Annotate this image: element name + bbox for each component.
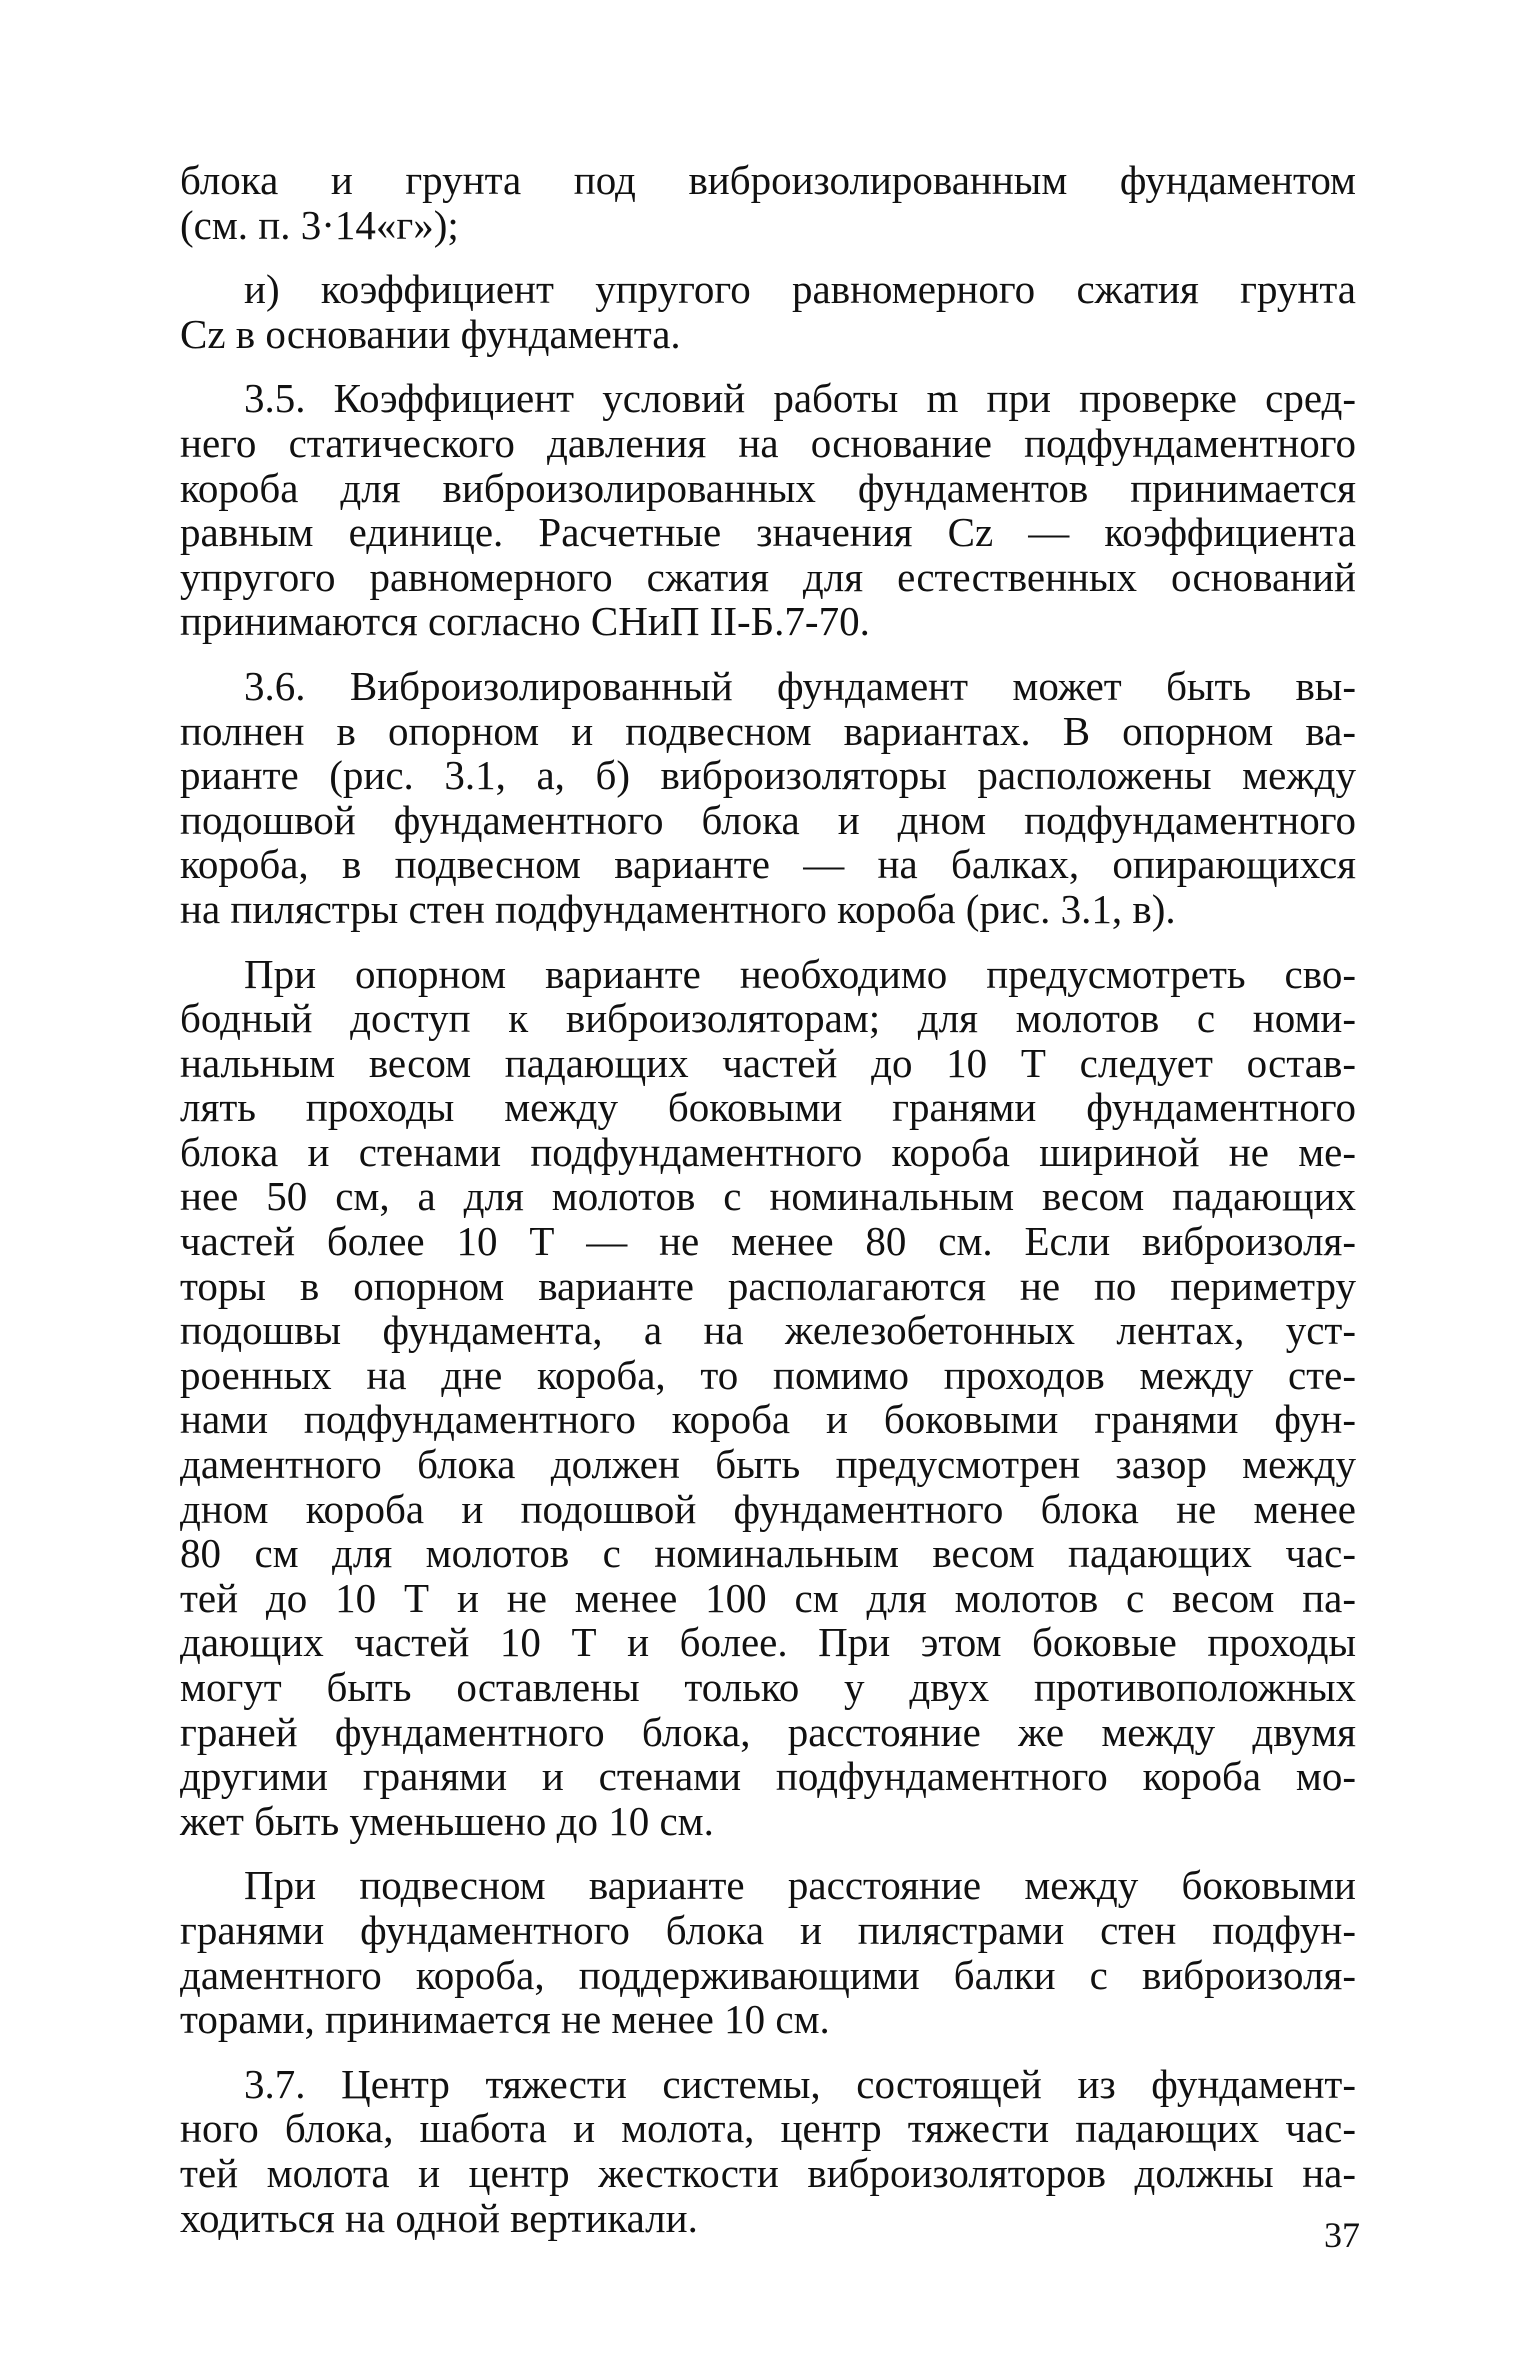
text-line: короба для виброизолированных фундаментов принимается — [180, 464, 1356, 511]
text-line: могут быть оставлены только у двух противоположных — [180, 1664, 1356, 1710]
paragraph-3-5 — [180, 376, 1356, 644]
text-line: частей более 10 Т — не менее 80 см. Если виброизоля- — [180, 1218, 1356, 1265]
text-line: 80 см для молотов с номинальным весом падающих час- — [180, 1530, 1356, 1577]
text-line: блока и стенами подфундаментного короба шириной не ме- — [180, 1128, 1356, 1175]
text-line: принимаются согласно СНиП II-Б.7-70. — [180, 598, 870, 645]
text-line: упругого равномерного сжатия для естественных оснований — [180, 553, 1356, 600]
text-line: При подвесном варианте расстояние между боковыми — [244, 1862, 1356, 1909]
text-line: равным единице. Расчетные значения Cz — коэффициента — [180, 509, 1356, 556]
text-line: дающих частей 10 Т и более. При этом боковые проходы — [180, 1619, 1356, 1666]
text-line: (см. п. 3·14«г»); — [180, 201, 459, 248]
text-line: дном короба и подошвой фундаментного блока не менее — [180, 1485, 1356, 1532]
text-line: нами подфундаментного короба и боковыми гранями фун- — [180, 1396, 1356, 1443]
paragraph-item-i — [180, 267, 1356, 356]
text-line: 3.7. Центр тяжести системы, состоящей из фундамент- — [244, 2060, 1356, 2107]
text-line: короба, в подвесном варианте — на балках, опирающихся — [180, 841, 1356, 888]
text-line: При опорном варианте необходимо предусмотреть сво- — [244, 950, 1356, 997]
text-line: даментного блока должен быть предусмотрен зазор между — [180, 1441, 1356, 1488]
text-line: тей до 10 Т и не менее 100 см для молотов с весом па- — [180, 1574, 1356, 1621]
paragraph-3-6 — [180, 664, 1356, 932]
text-line: и) коэффициент упругого равномерного сжатия грунта — [244, 266, 1356, 313]
page-number: 37 — [1324, 2215, 1360, 2255]
paragraph-continued — [180, 158, 1356, 247]
text-line: ходиться на одной вертикали. — [180, 2194, 698, 2241]
text-line: лять проходы между боковыми гранями фундаментного — [180, 1084, 1356, 1131]
text-line: другими гранями и стенами подфундаментного короба мо- — [180, 1753, 1356, 1800]
text-line: Cz в основании фундамента. — [180, 310, 681, 357]
text-line: нее 50 см, а для молотов с номинальным весом падающих — [180, 1173, 1356, 1220]
text-line: бодный доступ к виброизоляторам; для молотов с номи- — [180, 995, 1356, 1042]
text-line: ного блока, шабота и молота, центр тяжести падающих час- — [180, 2105, 1356, 2152]
paragraph-3-7 — [180, 2062, 1356, 2240]
page-text — [180, 158, 1356, 2240]
text-line: подошвы фундамента, а на железобетонных лентах, уст- — [180, 1307, 1356, 1354]
text-line: нальным весом падающих частей до 10 Т следует остав- — [180, 1039, 1356, 1086]
text-line: него статического давления на основание подфундаментного — [180, 419, 1356, 466]
text-line: блока и грунта под виброизолированным фундаментом — [180, 157, 1356, 203]
text-line: 3.6. Виброизолированный фундамент может быть вы- — [244, 662, 1356, 709]
text-line: роенных на дне короба, то помимо проходов между сте- — [180, 1351, 1356, 1398]
text-line: торами, принимается не менее 10 см. — [180, 1996, 830, 2043]
text-line: гранями фундаментного блока и пилястрами стен подфун- — [180, 1906, 1356, 1953]
text-line: подошвой фундаментного блока и дном подфундаментного — [180, 796, 1356, 843]
text-line: полнен в опорном и подвесном вариантах. В опорном ва- — [180, 707, 1356, 754]
paragraph-suspended-variant — [180, 1863, 1356, 2041]
text-line: граней фундаментного блока, расстояние же между двумя — [180, 1708, 1356, 1755]
paragraph-support-variant — [180, 952, 1356, 1844]
text-line: торы в опорном варианте располагаются не по периметру — [180, 1262, 1356, 1309]
text-line: тей молота и центр жесткости виброизоляторов должны на- — [180, 2149, 1356, 2196]
text-line: жет быть уменьшено до 10 см. — [180, 1797, 714, 1844]
text-line: на пилястры стен подфундаментного короба (рис. 3.1, в). — [180, 885, 1176, 932]
text-line: даментного короба, поддерживающими балки с виброизоля- — [180, 1951, 1356, 1998]
text-line: 3.5. Коэффициент условий работы m при проверке сред- — [244, 375, 1356, 422]
text-line: рианте (рис. 3.1, а, б) виброизоляторы расположены между — [180, 752, 1356, 799]
